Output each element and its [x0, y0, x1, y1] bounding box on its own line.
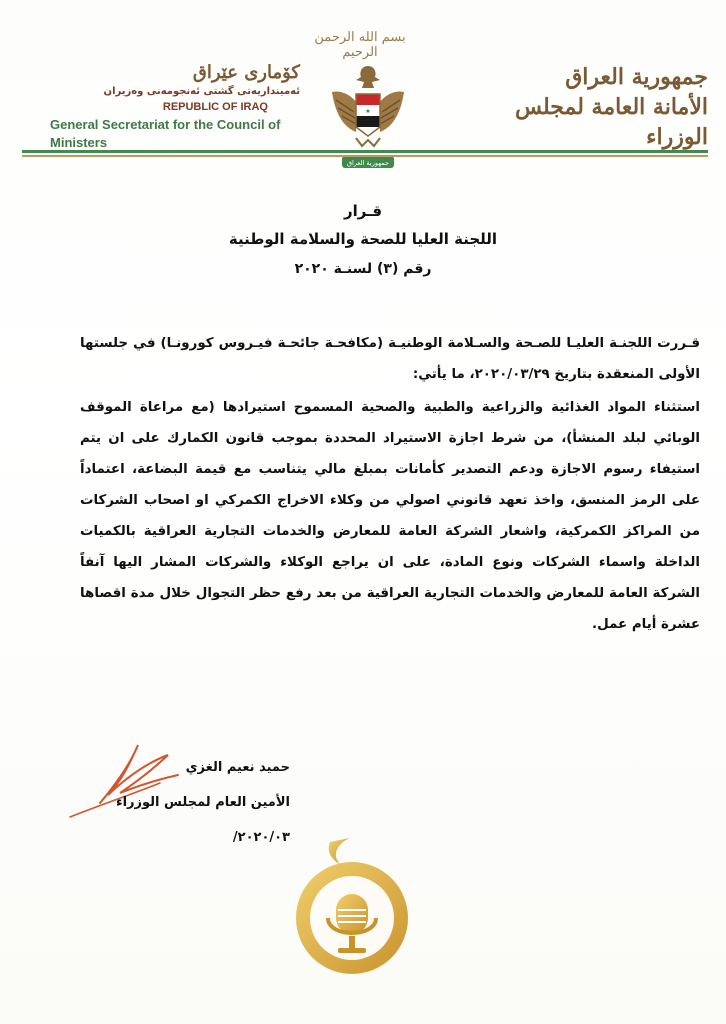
- signatory-name: حميد نعيم الغزي: [185, 760, 290, 775]
- handwritten-signature-icon: [60, 725, 210, 825]
- arabic-secretariat: الأمانة العامة لمجلس الوزراء: [514, 94, 708, 150]
- signature-date: ٢٠٢٠/٠٣/: [232, 830, 290, 845]
- basmala: بسم الله الرحمن الرحيم: [314, 30, 406, 60]
- decision-number: رقم (٣) لسنـة ٢٠٢٠: [294, 261, 432, 277]
- signatory-title: الأمين العام لمجلس الوزراء: [115, 795, 290, 810]
- kurdish-secretariat: ئه‌مینداریه‌تی گشتی ئه‌نجومه‌نی وه‌زیران: [103, 86, 300, 97]
- committee-name: اللجنة العليا للصحة والسلامة الوطنية: [228, 230, 498, 248]
- emblem-caption: جمهورية العراق: [347, 159, 389, 167]
- decision-body: [80, 328, 700, 642]
- header-rule-gold: [22, 155, 708, 157]
- kurdish-country: كۆماری عێراق: [192, 62, 300, 83]
- letterhead-kurdish-english: [50, 62, 300, 152]
- svg-text:★: ★: [365, 108, 371, 115]
- decision-title: [200, 198, 526, 284]
- arabic-country: جمهورية العراق: [565, 64, 708, 90]
- letterhead-arabic: [508, 62, 708, 152]
- english-secretariat: General Secretariat for the Council of Ministers: [50, 117, 281, 150]
- decision-heading: قـرار: [343, 202, 383, 220]
- body-paragraph-main: استثناء المواد الغذائية والزراعية والطبية والصحية المسموح استيرادها (مع مراعاة الموقف الوبائي لبلد المنشأ)، من شرط اجازة الاستيراد المحددة بموجب قانون الكمارك على ان يتم استيفاء رسوم الاجازة ودعم التصدير كأمانات بمبلغ مالي يتناسب مع قيمة البضاعة، اعتماداً على الرمز المنسق، واخذ تعهد قانوني اصولي من وكلاء الاخراج الكمركي او اصحاب الشركات من المراكز الكمركية، واشعار الشركة العامة للمعارض والخدمات التجارية العراقية بالكميات الداخلة واسماء الشركات ونوع المادة، على ان يراجع الوكلاء والشركات المشار اليها آنفاً الشركة العامة للمعارض والخدمات التجارية العراقية من بعد رفع حظر التجوال خلال مدة اقصاها عشرة أيام عمل.: [80, 400, 700, 632]
- microphone-logo-icon: [286, 830, 416, 980]
- header-rule-green: [22, 150, 708, 153]
- english-country: REPUBLIC OF IRAQ: [162, 101, 268, 113]
- body-paragraph-intro: قـررت اللجنـة العليـا للصـحة والسـلامة الوطنيـة (مكافحـة جائحـة فيـروس كورونـا) في جلستها الأولى المنعقدة بتاريخ ٢٠٢٠/٠٣/٢٩، ما يأتي:: [80, 336, 700, 382]
- iraq-eagle-emblem-icon: [326, 62, 410, 180]
